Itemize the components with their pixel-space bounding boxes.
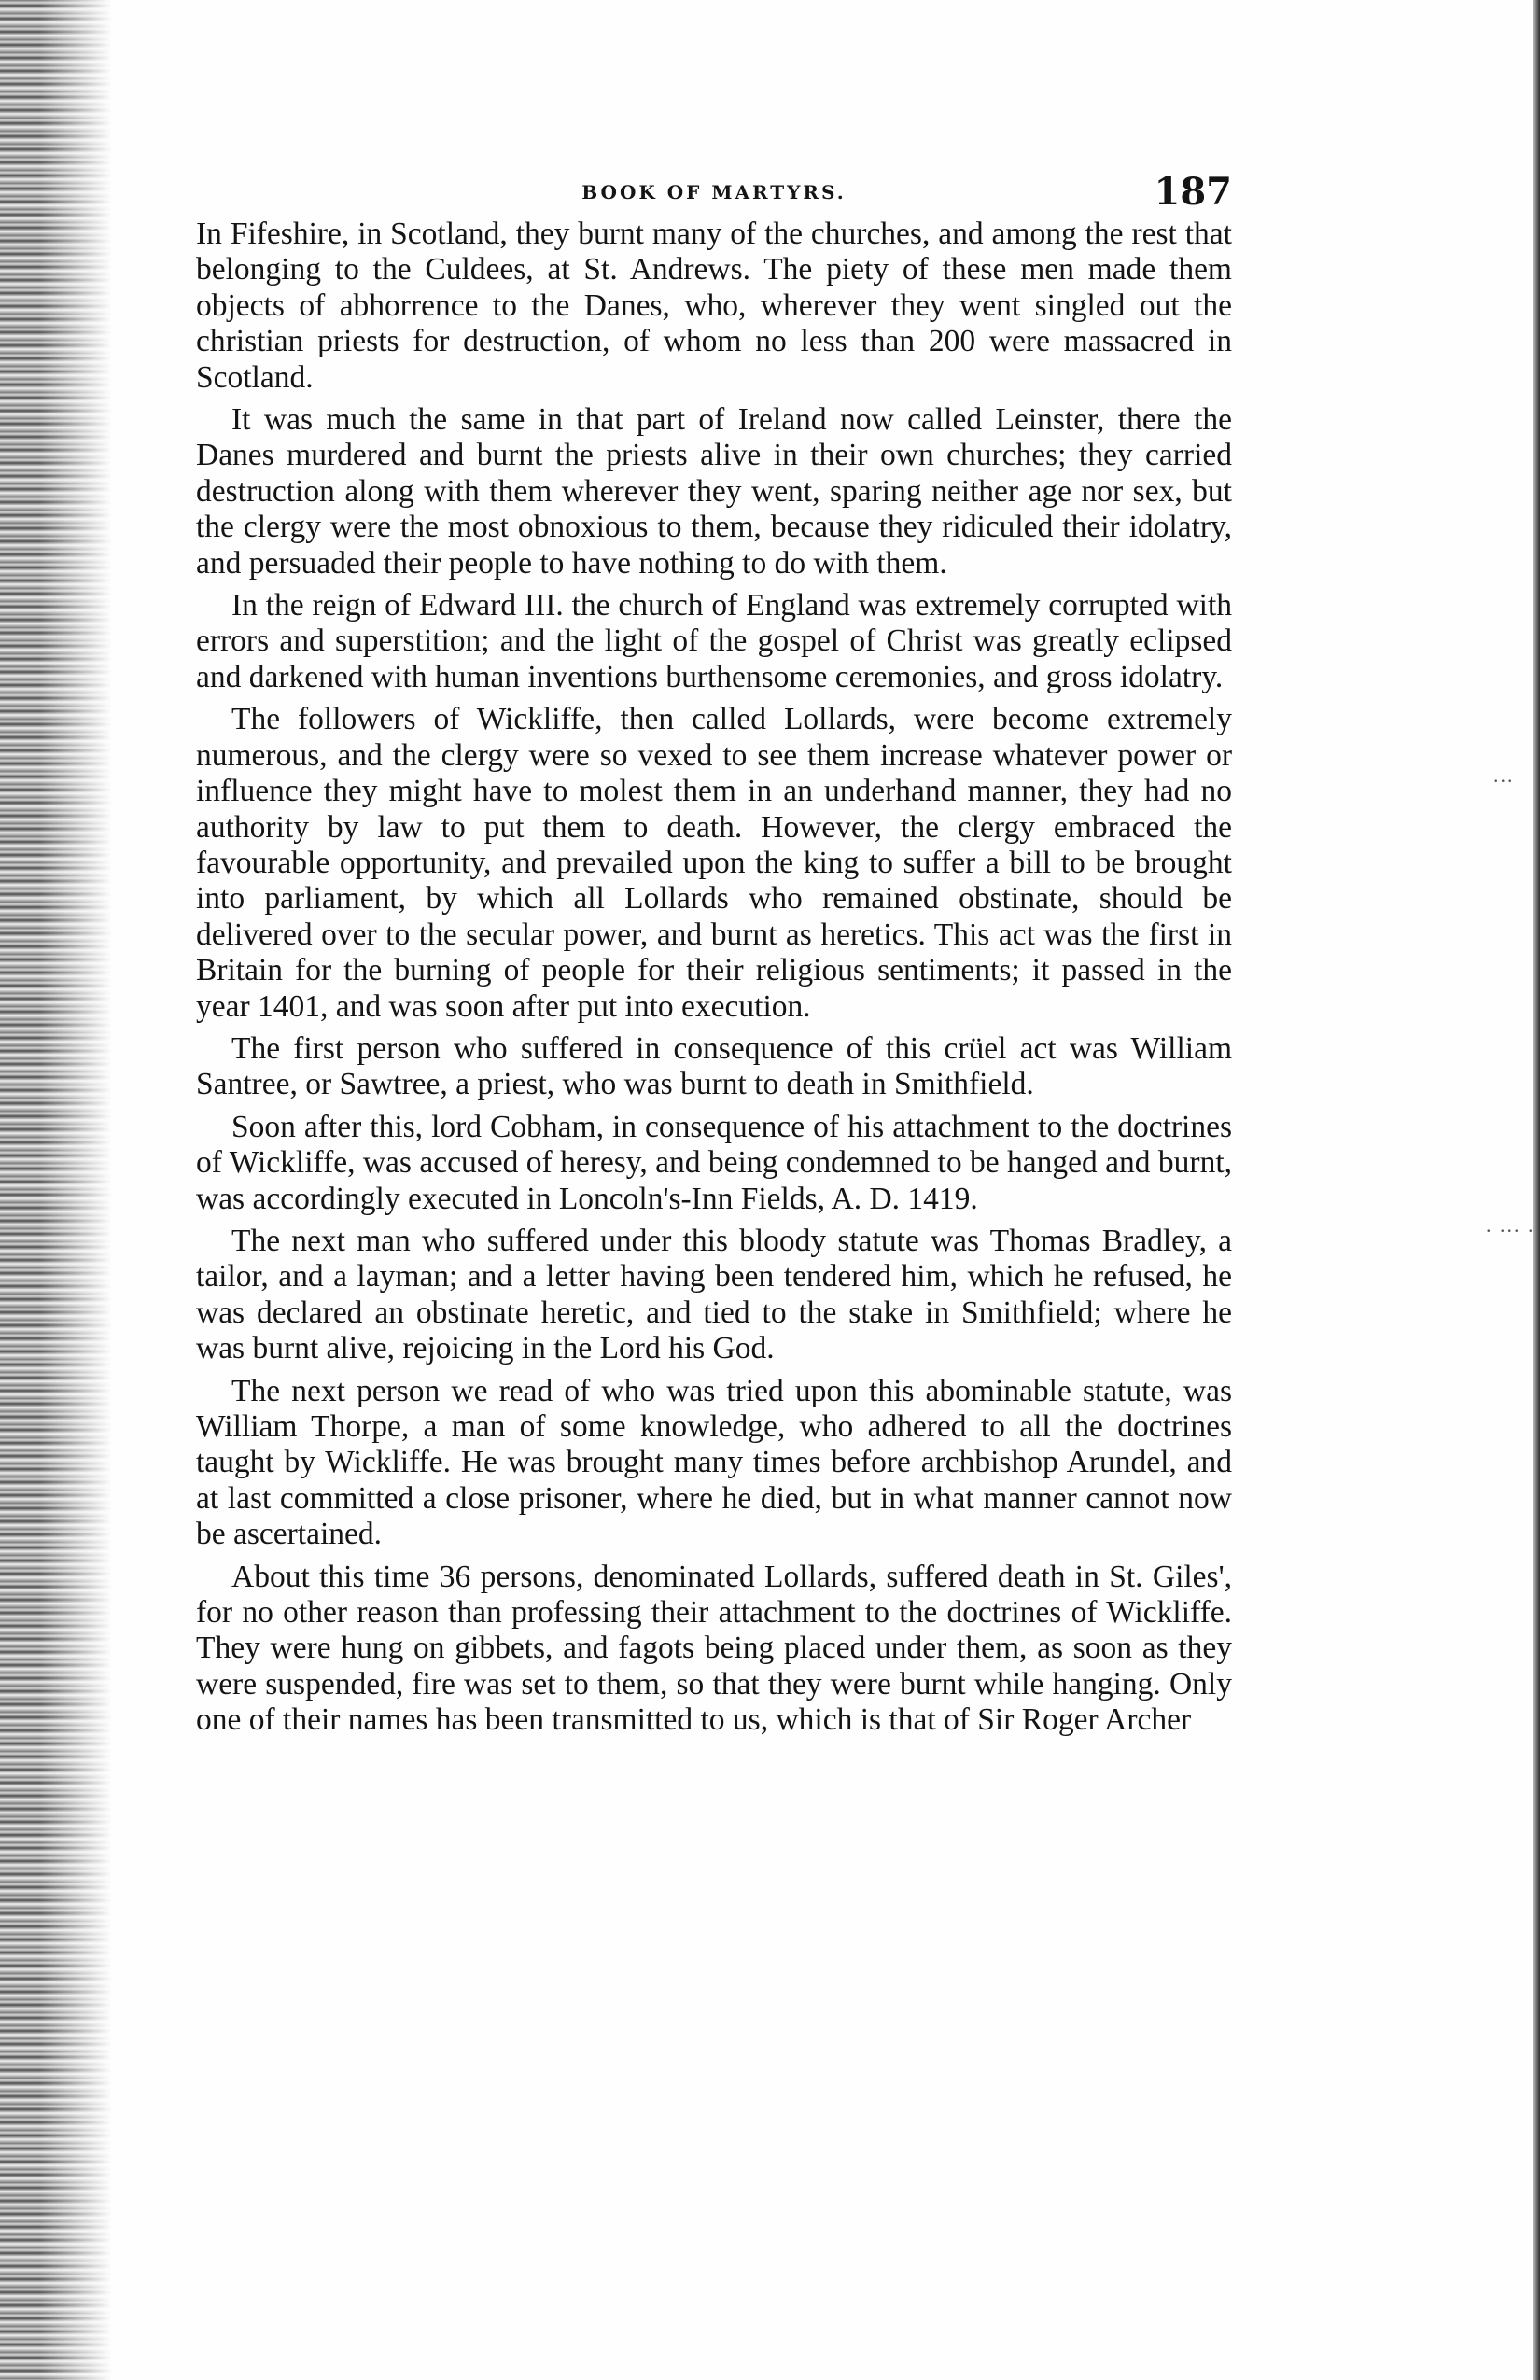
paragraph-william-santree: The first person who suffered in consequence of this crüel act was William Santree, or Sawtree, a priest, who was burnt to death in Smithfield. [196, 1030, 1232, 1102]
right-page-edge [1533, 0, 1540, 2380]
paragraph-lord-cobham: Soon after this, lord Cobham, in consequence of his attachment to the doctrines of Wickliffe, was accused of heresy, and being condemned to be hanged and burnt, was accordingly executed in Loncoln's-Inn Fields, A. D. 1419. [196, 1109, 1232, 1216]
paragraph-edward-iii: In the reign of Edward III. the church of England was extremely corrupted with errors and superstition; and the light of the gospel of Christ was greatly eclipsed and darkened with human inventions burthensome ceremonies, and gross idolatry. [196, 588, 1232, 694]
paragraph-leinster: It was much the same in that part of Ireland now called Leinster, there the Danes murdered and burnt the priests alive in their own churches; they carried destruction along with them wherever they went, sparing neither age nor sex, but the clergy were the most obnoxious to them, because they ridiculed their idolatry, and persuaded their people to have nothing to do with them. [196, 402, 1232, 581]
body-text [196, 217, 1232, 1745]
running-header [196, 170, 1232, 220]
running-title: BOOK OF MARTYRS. [581, 181, 847, 203]
binding-edge-shadow [0, 0, 112, 2380]
page-number: 187 [1154, 170, 1232, 214]
paragraph-st-giles: About this time 36 persons, denominated Lollards, suffered death in St. Giles', for no other reason than professing their attachment to the doctrines of Wickliffe. They were hung on gibbets, and fagots being placed under them, as soon as they were suspended, fire was set to them, so that they were burnt while hanging. Only one of their names has been transmitted to us, which is that of Sir Roger Archer [196, 1559, 1232, 1738]
paragraph-thomas-bradley: The next man who suffered under this bloody statute was Thomas Bradley, a tailor, and a layman; and a letter having been tendered him, which he refused, he was declared an obstinate heretic, and tied to the stake in Smithfield; where he was burnt alive, rejoicing in the Lord his God. [196, 1223, 1232, 1366]
paragraph-william-thorpe: The next person we read of who was tried upon this abominable statute, was William Thorpe, a man of some knowledge, who adhered to all the doctrines taught by Wickliffe. He was brought many times before archbishop Arundel, and at last committed a close prisoner, where he died, but in what manner cannot now be ascertained. [196, 1373, 1232, 1552]
margin-mark-lower: . ... . [1486, 1213, 1535, 1237]
margin-mark-upper: ... [1493, 763, 1515, 787]
paragraph-lollards: The followers of Wickliffe, then called Lollards, were become extremely numerous, and the clergy were so vexed to see them increase whatever power or influence they might have to molest them in an underhand manner, they had no authority by law to put them to death. However, the clergy embraced the favourable opportunity, and prevailed upon the king to suffer a bill to be brought into parliament, by which all Lollards who remained obstinate, should be delivered over to the secular power, and burnt as heretics. This act was the first in Britain for the burning of people for their religious sentiments; it passed in the year 1401, and was soon after put into execution. [196, 702, 1232, 1024]
paragraph-fifeshire: In Fifeshire, in Scotland, they burnt many of the churches, and among the rest that belonging to the Culdees, at St. Andrews. The piety of these men made them objects of abhorrence to the Danes, who, wherever they went singled out the christian priests for destruction, of whom no less than 200 were massacred in Scotland. [196, 217, 1232, 395]
